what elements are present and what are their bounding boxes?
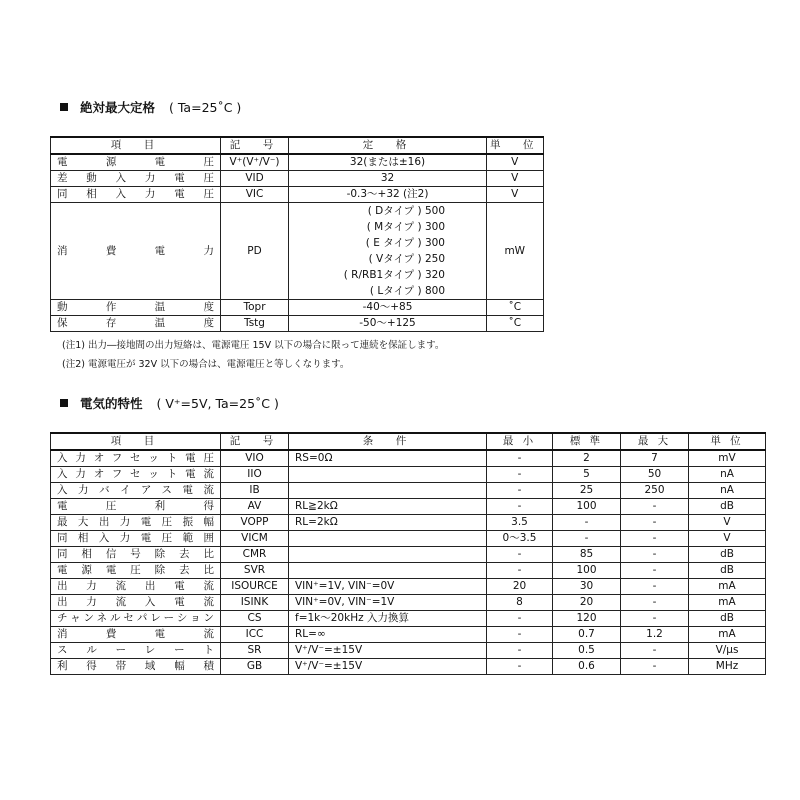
row-item: 電源電圧 xyxy=(51,154,221,171)
square-bullet-icon xyxy=(60,399,68,407)
power-dissipation-row xyxy=(51,203,544,300)
row-value: -40～+85 xyxy=(289,300,487,316)
row-max: 50 xyxy=(621,467,689,483)
table-row xyxy=(51,450,766,467)
row-item: 同相信号除去比 xyxy=(51,547,221,563)
row-typ: 2 xyxy=(553,450,621,467)
row-max: 7 xyxy=(621,450,689,467)
row-unit: ˚C xyxy=(487,300,544,316)
row-symbol: IIO xyxy=(221,467,289,483)
table-row xyxy=(51,531,766,547)
table-row xyxy=(51,483,766,499)
row-unit: mA xyxy=(689,627,766,643)
table-row xyxy=(51,579,766,595)
table-row xyxy=(51,595,766,611)
row-symbol: Tstg xyxy=(221,316,289,332)
row-min: - xyxy=(487,467,553,483)
row-item: 入力オフセット電流 xyxy=(51,467,221,483)
row-symbol: Topr xyxy=(221,300,289,316)
row-min: 20 xyxy=(487,579,553,595)
row-max: - xyxy=(621,659,689,675)
row-unit: ˚C xyxy=(487,316,544,332)
row-item: チャンネルセパレーション xyxy=(51,611,221,627)
header-unit: 単 位 xyxy=(487,137,544,154)
row-symbol: VIO xyxy=(221,450,289,467)
table-row xyxy=(51,171,544,187)
row-item: 同相入力電圧範囲 xyxy=(51,531,221,547)
row-typ: 0.7 xyxy=(553,627,621,643)
row-unit: V xyxy=(689,515,766,531)
row-max: - xyxy=(621,531,689,547)
table-row xyxy=(51,563,766,579)
power-value-v: ( Vタイプ ) 250 xyxy=(368,253,445,265)
row-symbol: GB xyxy=(221,659,289,675)
row-condition: V⁺/V⁻=±15V xyxy=(289,643,487,659)
row-unit: MHz xyxy=(689,659,766,675)
table-row xyxy=(51,547,766,563)
table-row xyxy=(51,515,766,531)
row-condition xyxy=(289,547,487,563)
row-unit: dB xyxy=(689,547,766,563)
power-values xyxy=(289,203,487,300)
row-condition xyxy=(289,531,487,547)
row-condition xyxy=(289,563,487,579)
row-unit: mW xyxy=(487,203,544,300)
row-min: - xyxy=(487,499,553,515)
row-typ: 20 xyxy=(553,595,621,611)
row-typ: 0.5 xyxy=(553,643,621,659)
note-2: (注2) 電源電圧が 32V 以下の場合は、電源電圧と等しくなります。 xyxy=(62,359,350,370)
row-symbol: ISINK xyxy=(221,595,289,611)
row-symbol: CMR xyxy=(221,547,289,563)
row-condition: RL=2kΩ xyxy=(289,515,487,531)
row-item: 入力オフセット電圧 xyxy=(51,450,221,467)
row-unit: mV xyxy=(689,450,766,467)
header-typ: 標 準 xyxy=(553,433,621,450)
row-symbol: VID xyxy=(221,171,289,187)
header-max: 最 大 xyxy=(621,433,689,450)
table-row xyxy=(51,316,544,332)
header-item: 項 目 xyxy=(51,137,221,154)
section-condition: ( V⁺=5V, Ta=25˚C ) xyxy=(156,396,279,411)
row-item: 差動入力電圧 xyxy=(51,171,221,187)
row-min: - xyxy=(487,627,553,643)
header-item: 項 目 xyxy=(51,433,221,450)
row-typ: 0.6 xyxy=(553,659,621,675)
row-item: 出力流入電流 xyxy=(51,595,221,611)
row-max: - xyxy=(621,579,689,595)
row-condition: RL=∞ xyxy=(289,627,487,643)
row-unit: nA xyxy=(689,467,766,483)
row-condition: VIN⁺=1V, VIN⁻=0V xyxy=(289,579,487,595)
header-rating: 定 格 xyxy=(289,137,487,154)
row-min: - xyxy=(487,563,553,579)
row-max: 1.2 xyxy=(621,627,689,643)
row-unit: mA xyxy=(689,579,766,595)
row-value: -0.3～+32 (注2) xyxy=(289,187,487,203)
row-min: - xyxy=(487,450,553,467)
row-unit: V/μs xyxy=(689,643,766,659)
row-condition: VIN⁺=0V, VIN⁻=1V xyxy=(289,595,487,611)
row-symbol: AV xyxy=(221,499,289,515)
row-condition: f=1k～20kHz 入力換算 xyxy=(289,611,487,627)
row-min: - xyxy=(487,547,553,563)
section-title-absolute-max xyxy=(60,98,241,116)
table-row xyxy=(51,154,544,171)
power-value-e: ( E タイプ ) 300 xyxy=(365,237,445,249)
row-typ: 100 xyxy=(553,563,621,579)
row-item: スルーレート xyxy=(51,643,221,659)
row-symbol: CS xyxy=(221,611,289,627)
row-value: -50～+125 xyxy=(289,316,487,332)
absolute-max-table xyxy=(50,136,544,332)
table-row xyxy=(51,659,766,675)
row-unit: nA xyxy=(689,483,766,499)
row-item: 電源電圧除去比 xyxy=(51,563,221,579)
power-value-r: ( R/RB1タイプ ) 320 xyxy=(343,269,445,281)
row-unit: dB xyxy=(689,611,766,627)
row-symbol: PD xyxy=(221,203,289,300)
row-symbol: VIC xyxy=(221,187,289,203)
section-title-electrical xyxy=(60,394,279,412)
row-typ: 25 xyxy=(553,483,621,499)
row-condition: RL≧2kΩ xyxy=(289,499,487,515)
power-value-l: ( Lタイプ ) 800 xyxy=(369,285,445,297)
row-max: - xyxy=(621,499,689,515)
note-1: (注1) 出力―接地間の出力短絡は、電源電圧 15V 以下の場合に限って連続を保証します。 xyxy=(62,340,445,351)
row-value: 32 xyxy=(289,171,487,187)
row-typ: 120 xyxy=(553,611,621,627)
row-item: 利得帯域幅積 xyxy=(51,659,221,675)
row-unit: V xyxy=(689,531,766,547)
row-typ: 100 xyxy=(553,499,621,515)
table-row xyxy=(51,643,766,659)
row-condition: RS=0Ω xyxy=(289,450,487,467)
power-value-m: ( Mタイプ ) 300 xyxy=(366,221,445,233)
section-condition: ( Ta=25˚C ) xyxy=(169,100,242,115)
row-min: - xyxy=(487,611,553,627)
row-value: 32(または±16) xyxy=(289,154,487,171)
row-max: - xyxy=(621,515,689,531)
row-item: 同相入力電圧 xyxy=(51,187,221,203)
row-item: 電圧利得 xyxy=(51,499,221,515)
header-symbol: 記 号 xyxy=(221,137,289,154)
row-typ: - xyxy=(553,531,621,547)
row-item: 保存温度 xyxy=(51,316,221,332)
row-typ: 30 xyxy=(553,579,621,595)
row-unit: V xyxy=(487,154,544,171)
row-item: 消費電力 xyxy=(51,203,221,300)
row-min: 8 xyxy=(487,595,553,611)
table-row xyxy=(51,611,766,627)
row-condition: V⁺/V⁻=±15V xyxy=(289,659,487,675)
row-min: 3.5 xyxy=(487,515,553,531)
row-symbol: SR xyxy=(221,643,289,659)
row-condition xyxy=(289,483,487,499)
table-header-row xyxy=(51,433,766,450)
power-value-d: ( Dタイプ ) 500 xyxy=(367,205,445,217)
section-title-text: 電気的特性 xyxy=(80,396,143,411)
row-min: 0～3.5 xyxy=(487,531,553,547)
row-symbol: ISOURCE xyxy=(221,579,289,595)
section-title-text: 絶対最大定格 xyxy=(80,100,156,115)
row-min: - xyxy=(487,643,553,659)
header-symbol: 記 号 xyxy=(221,433,289,450)
row-min: - xyxy=(487,659,553,675)
row-symbol: SVR xyxy=(221,563,289,579)
row-typ: - xyxy=(553,515,621,531)
table-row xyxy=(51,300,544,316)
table-row xyxy=(51,187,544,203)
row-symbol: ICC xyxy=(221,627,289,643)
electrical-characteristics-table xyxy=(50,432,766,675)
row-unit: mA xyxy=(689,595,766,611)
row-condition xyxy=(289,467,487,483)
row-symbol: V⁺(V⁺/V⁻) xyxy=(221,154,289,171)
row-unit: V xyxy=(487,187,544,203)
row-item: 最大出力電圧振幅 xyxy=(51,515,221,531)
row-max: - xyxy=(621,643,689,659)
row-max: - xyxy=(621,611,689,627)
row-max: - xyxy=(621,547,689,563)
table-header-row xyxy=(51,137,544,154)
row-symbol: IB xyxy=(221,483,289,499)
row-item: 入力バイアス電流 xyxy=(51,483,221,499)
table-row xyxy=(51,467,766,483)
row-item: 出力流出電流 xyxy=(51,579,221,595)
row-symbol: VICM xyxy=(221,531,289,547)
row-symbol: VOPP xyxy=(221,515,289,531)
row-typ: 5 xyxy=(553,467,621,483)
row-unit: V xyxy=(487,171,544,187)
row-unit: dB xyxy=(689,499,766,515)
header-unit: 単 位 xyxy=(689,433,766,450)
row-typ: 85 xyxy=(553,547,621,563)
header-min: 最 小 xyxy=(487,433,553,450)
table-row xyxy=(51,627,766,643)
table-row xyxy=(51,499,766,515)
row-max: - xyxy=(621,595,689,611)
row-item: 動作温度 xyxy=(51,300,221,316)
row-unit: dB xyxy=(689,563,766,579)
row-item: 消費電流 xyxy=(51,627,221,643)
row-max: 250 xyxy=(621,483,689,499)
square-bullet-icon xyxy=(60,103,68,111)
row-max: - xyxy=(621,563,689,579)
row-min: - xyxy=(487,483,553,499)
header-condition: 条 件 xyxy=(289,433,487,450)
